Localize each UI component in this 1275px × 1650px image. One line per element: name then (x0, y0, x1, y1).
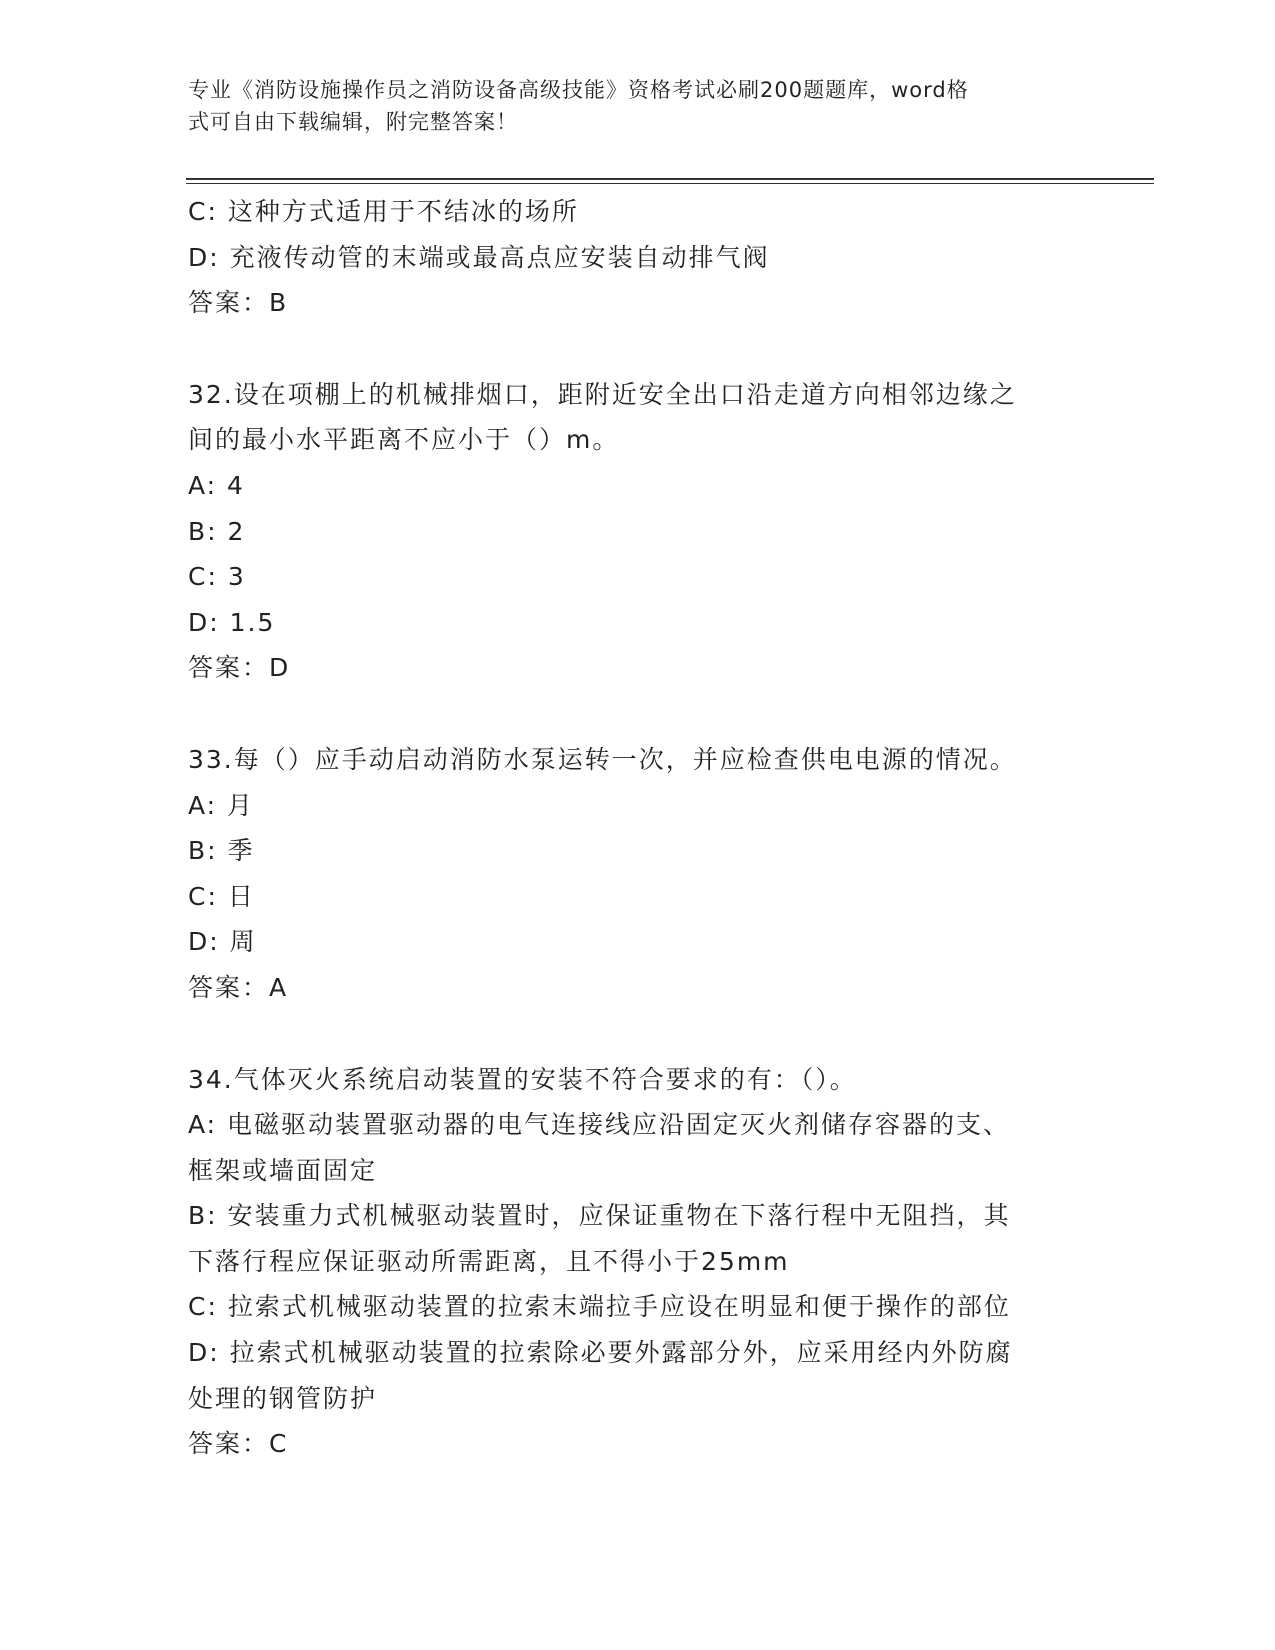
question-stem: 34.气体灭火系统启动装置的安装不符合要求的有：（）。 (188, 1064, 857, 1094)
option-a-continued: 框架或墙面固定 (188, 1155, 378, 1185)
option-b: B: 季 (188, 836, 255, 866)
spacer (188, 1011, 1088, 1057)
question-stem: 32.设在项棚上的机械排烟口，距附近安全出口沿走道方向相邻边缘之 (188, 379, 1017, 409)
answer-label: 答案：C (188, 1429, 289, 1459)
option-b-continued: 下落行程应保证驱动所需距离，且不得小于25mm (188, 1246, 790, 1276)
spacer (188, 691, 1088, 737)
document-header (188, 74, 1088, 138)
option-c: C: 日 (188, 881, 255, 911)
option-a: A: 月 (188, 790, 255, 820)
option-d-continued: 处理的钢管防护 (188, 1383, 378, 1413)
header-divider-thick (186, 178, 1154, 180)
spacer (188, 326, 1088, 372)
option-d: D: 充液传动管的末端或最高点应安装自动排气阀 (188, 242, 770, 272)
option-d: D: 拉索式机械驱动装置的拉索除必要外露部分外，应采用经内外防腐 (188, 1338, 1013, 1368)
option-c: C: 3 (188, 562, 246, 592)
option-c: C: 拉索式机械驱动装置的拉索末端拉手应设在明显和便于操作的部位 (188, 1292, 1011, 1322)
question-stem-continued: 间的最小水平距离不应小于（）m。 (188, 425, 620, 455)
header-line-2: 式可自由下载编辑，附完整答案！ (188, 110, 518, 134)
answer-label: 答案：A (188, 972, 289, 1002)
option-c: C: 这种方式适用于不结冰的场所 (188, 197, 579, 226)
answer-label: 答案：B (188, 288, 289, 318)
option-b: B: 2 (188, 516, 246, 546)
question-33 (188, 737, 1088, 1011)
header-divider-thin (186, 183, 1154, 184)
question-32 (188, 372, 1088, 691)
answer-label: 答案：D (188, 653, 291, 683)
option-a: A: 4 (188, 470, 245, 500)
previous-question-block (188, 189, 1088, 326)
option-b: B: 安装重力式机械驱动装置时，应保证重物在下落行程中无阻挡，其 (188, 1201, 1011, 1231)
header-line-1: 专业《消防设施操作员之消防设备高级技能》资格考试必刷200题题库，word格 (188, 78, 969, 102)
question-content (188, 189, 1088, 1467)
option-d: D: 1.5 (188, 607, 276, 637)
question-34 (188, 1057, 1088, 1467)
question-stem: 33.每（）应手动启动消防水泵运转一次，并应检查供电电源的情况。 (188, 744, 1017, 774)
option-a: A: 电磁驱动装置驱动器的电气连接线应沿固定灭火剂储存容器的支、 (188, 1110, 1011, 1140)
option-d: D: 周 (188, 927, 257, 957)
